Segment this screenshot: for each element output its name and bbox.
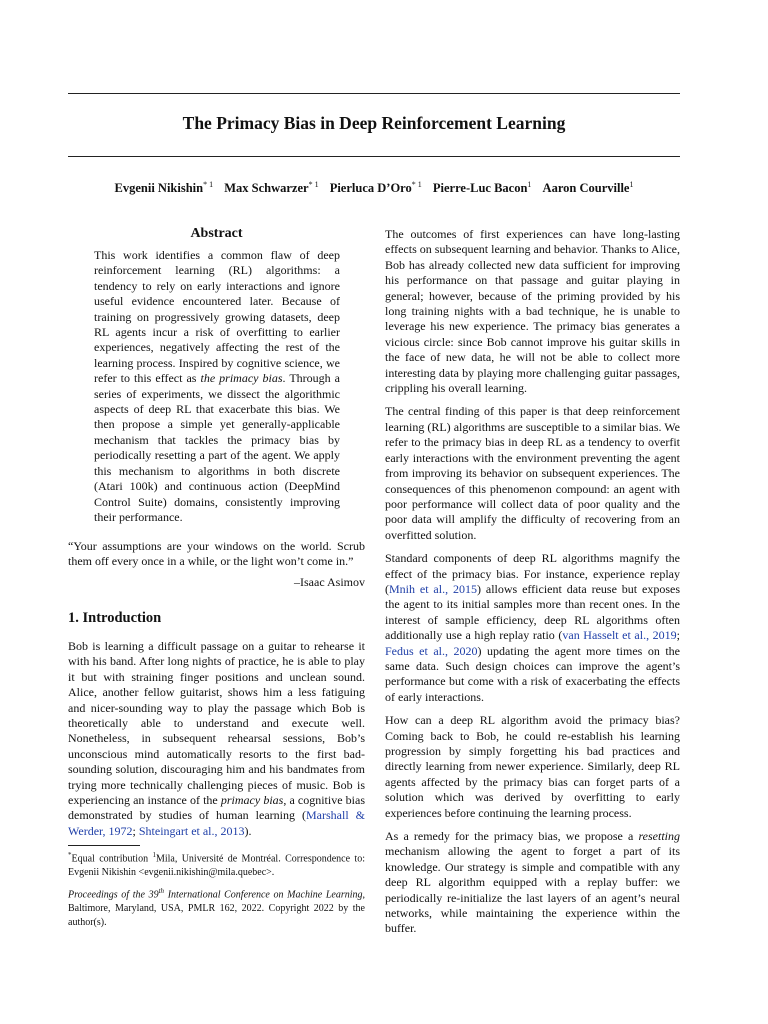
citation-link[interactable]: Fedus et al., 2020 bbox=[385, 643, 478, 658]
proceedings-note: Proceedings of the 39th International Conference on Machine Learning, Baltimore, Maryland, USA, PMLR 162, 2022. Copyright 2022 by the author(s). bbox=[68, 887, 365, 928]
citation-link[interactable]: van Hasselt et al., 2019 bbox=[562, 628, 677, 643]
footnote-rule bbox=[68, 845, 140, 846]
epigraph-author: –Isaac Asimov bbox=[294, 575, 365, 589]
paragraph: The outcomes of first experiences can have long-lasting effects on subsequent learning and behavior. Thanks to Alice, Bob has already collected new data sufficient for improving his performance on that passage and guitar playing in general; however, because of the priming provided by his long training nights with a bad technique, he is unable to leverage his new experience. The primacy bias generates a vicious circle: since Bob cannot improve his guitar skills in the face of new data, he will not be able to collect more interesting data by playing more challenging guitar passages, crippling his overall learning. bbox=[385, 227, 680, 396]
author: Pierre-Luc Bacon$^1$ bbox=[432, 180, 532, 196]
paragraph: Standard components of deep RL algorithms magnify the effect of the primacy bias. For instance, experience replay (Mnih et al., 2015) allows efficient data reuse but exposes the agent to its initial samples more than recent ones. In the interest of sample efficiency, deep RL algorithms often additionally use a high replay ratio (van Hasselt et al., 2019; Fedus et al., 2020) updating the agent more times on the same data. Such design choices can improve the agent’s performance but come with a risk of exacerbating the effects of early interactions. bbox=[385, 551, 680, 704]
author: Evgenii Nikishin$^{* 1}$ bbox=[114, 180, 214, 196]
intro-paragraph: Bob is learning a difficult passage on a guitar to rehearse it with his band. After long nights of practice, he is able to play it but with straining finger positions and unclean sound. Alice, another fellow guitarist, shows him a less fatiguing and nicer-sounding way to play the passage which Bob is theoretically able to understand and execute well. Nonetheless, in subsequent rehearsal sessions, Bob’s unconscious mind automatically resorts to the first bad-sounding solution, discouraging him and his bandmates from trying more technically challenging pieces of music. Bob is experiencing an instance of the primacy bias, a cognitive bias demonstrated by studies of human learning (Marshall & Werder, 1972; Shteingart et al., 2013). bbox=[68, 639, 365, 838]
author: Aaron Courville$^1$ bbox=[542, 180, 634, 196]
citation-link[interactable]: Mnih et al., 2015 bbox=[389, 581, 477, 596]
author-list bbox=[68, 180, 680, 196]
author: Pierluca D’Oro$^{* 1}$ bbox=[329, 180, 422, 196]
footnote: *Equal contribution $^1$Mila, Université de Montréal. Correspondence to: Evgenii Nikishin <evgenii.nikishin@mila.quebec>. bbox=[68, 851, 365, 878]
section-heading-introduction: 1. Introduction bbox=[68, 610, 162, 626]
paper-title: The Primacy Bias in Deep Reinforcement Learning bbox=[182, 113, 566, 133]
citation-link[interactable]: Marshall & Werder, 1972 bbox=[68, 808, 365, 838]
citation-link[interactable]: Shteingart et al., 2013 bbox=[138, 823, 245, 838]
epigraph-quote: “Your assumptions are your windows on the world. Scrub them off every once in a while, or the light won’t come in.” bbox=[68, 539, 365, 569]
author: Max Schwarzer$^{* 1}$ bbox=[224, 180, 319, 196]
top-rule bbox=[68, 93, 680, 94]
abstract-text: This work identifies a common flaw of deep reinforcement learning (RL) algorithms: a tendency to rely on early interactions and ignore useful evidence encountered later. Because of training on progressively growing datasets, deep RL agents incur a risk of overfitting to earlier experiences, negatively affecting the rest of the learning process. Inspired by cognitive science, we refer to this effect as the primacy bias. Through a series of experiments, we dissect the algorithmic aspects of deep RL that exacerbate this bias. We then propose a simple yet generally-applicable mechanism that tackles the primacy bias by periodically resetting a part of the agent. We apply this mechanism to algorithms in both discrete (Atari 100k) and continuous action (DeepMind Control Suite) domains, consistently improving their performance. bbox=[94, 248, 340, 524]
paragraph: As a remedy for the primacy bias, we propose a resetting mechanism allowing the agent to forget a part of its knowledge. Our strategy is simple and compatible with any deep RL algorithm equipped with a replay buffer: we periodically re-initialize the last layers of an agent’s neural networks, while maintaining the experience within the buffer. bbox=[385, 829, 680, 936]
paragraph: The central finding of this paper is that deep reinforcement learning (RL) algorithms are susceptible to a similar bias. We refer to the primacy bias in deep RL as a tendency to overfit early interactions with the environment preventing the agent from improving its behavior on subsequent experiences. The consequences of this phenomenon compound: an agent with poor performance will collect data of poor quality and the poor data will amplify the difficulty of recovering from an overfitted solution. bbox=[385, 404, 680, 542]
right-column bbox=[385, 227, 680, 945]
paragraph: How can a deep RL algorithm avoid the primacy bias? Coming back to Bob, he could re-establish his learning progression by simply forgetting his bad practices and directly learning from newer experience. Similarly, deep RL agents affected by the primacy bias can forget parts of a solution which was derived by overfitting to early experiences before continuing the learning process. bbox=[385, 713, 680, 820]
abstract-heading: Abstract bbox=[190, 226, 243, 241]
title-bottom-rule bbox=[68, 156, 680, 157]
